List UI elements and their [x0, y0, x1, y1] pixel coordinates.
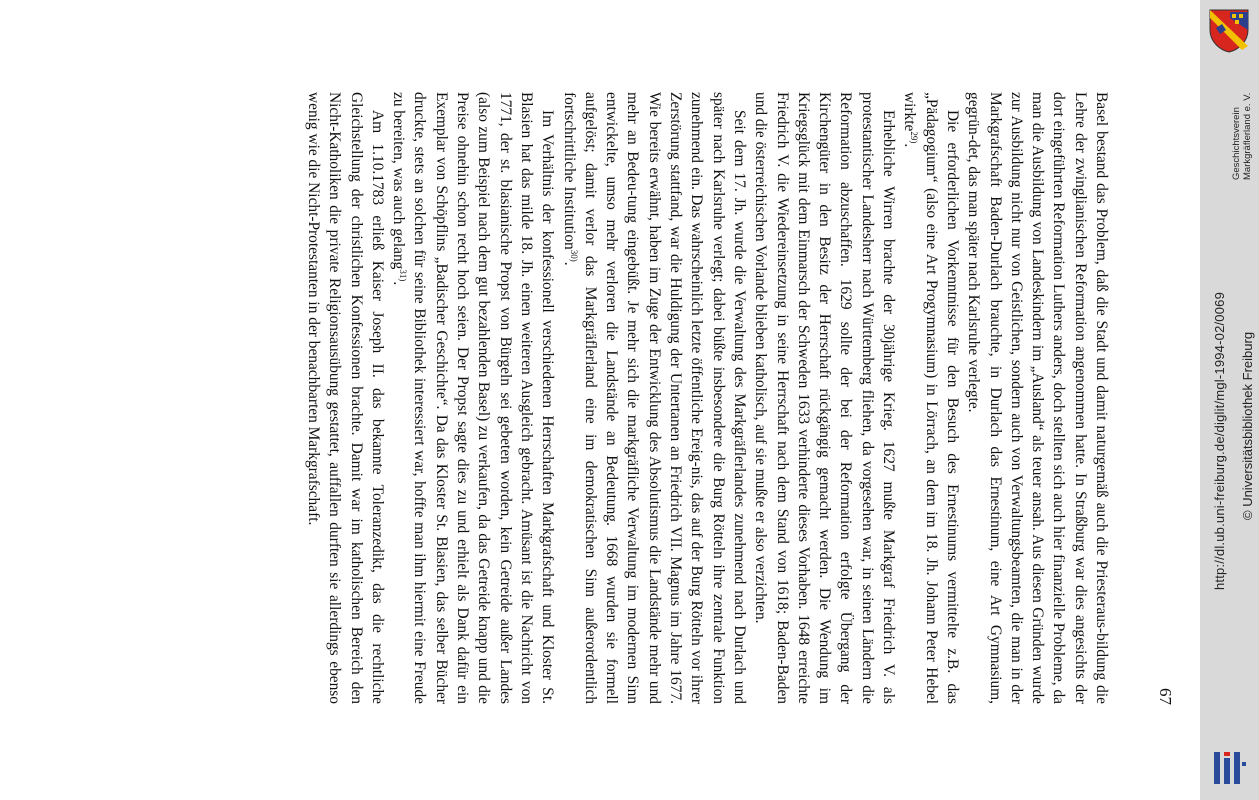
body-text [303, 92, 1112, 704]
page-number: 67 [1156, 688, 1175, 705]
footnote-ref: 29) [909, 131, 920, 144]
source-url-link[interactable]: http://dl.ub.uni-freiburg.de/diglit/mgl-1994-02/0069 [1212, 291, 1227, 590]
paragraph: Am 1.10.1783 erließ Kaiser Joseph II. das bekannte Toleranzedikt, das die rechtliche Gleichstellung der christlichen Konfessionen brachte. Damit war im katholischen Bereich den Nicht-Katholiken die private Religionsausübung gestattet, auffallen durften sie allerdings ebenso wenig wie die Nicht-Protestanten in der benachbarten Markgrafschaft. [305, 92, 386, 704]
copyright-text: © Universitätsbibliothek Freiburg [1240, 331, 1255, 520]
paragraph: Erhebliche Wirren brachte der 30jährige Krieg. 1627 mußte Markgraf Friedrich V. als protestantischer Landesherr nach Württemberg fliehen, da vorgesehen war, in seinen Ländern die Reformation abzuschaffen. 1629 sollte der bei der Reformation erfolgte Übergang der Kirchengüter in den Besitz der Herrschaft rückgängig gemacht werden. Die Wendung im Kriegsglück mit dem Einmarsch der Schweden 1633 verhinderte dieses Vorhaben. 1648 erreichte Friedrich V. die Wiedereinsetzung in seine Herrschaft nach dem Stand von 1618; Baden-Baden und die österreichischen Vorlande blieben katholisch, auf sie mußte er also verzichten. [752, 92, 898, 704]
paragraph [388, 92, 558, 704]
period: . [901, 143, 919, 148]
university-library-logo [1210, 748, 1250, 788]
club-name-line1: Geschichtsverein [1231, 107, 1242, 180]
paragraph [899, 92, 963, 704]
paragraph-text: Die erforderlichen Vorkenntnisse für den Besuch des Ernestinums vermittelte z.B. das „Pädagogium“ (also eine Art Progymnasium) in Lörrach, an dem im 18. Jh. Johann Peter Hebel wirkte [901, 92, 961, 704]
paragraph: Basel bestand das Problem, daß die Stadt und damit naturgemäß auch die Priesteraus-bildung die Lehre der zwinglianischen Reformation angenommen hatte. In Straßburg war dies angesichts der dort eingeführten Reformation Luthers anders, doch stellten sich auch hier finanzielle Probleme, da man die Ausbildung von Landeskindern im „Ausland“ als teuer ansah. Aus diesen Gründen wurde zur Ausbildung nicht nur von Geistlichen, sondern auch von Verwaltungsbeamten, die man in der Markgrafschaft Baden-Durlach brauchte, in Durlach das Ernestinum, eine Art Gymnasium, gegrün-det, das man später nach Karlsruhe verlegte. [965, 92, 1110, 704]
period: . [390, 281, 408, 286]
period: . [560, 261, 578, 266]
footnote-ref: 30) [568, 249, 579, 262]
paragraph-text: Im Verhältnis der konfessionell verschiedenen Herrschaften Markgrafschaft und Kloster St. Blasien hat das milde 18. Jh. einen weiteren Ausgleich gebracht. Amüsant ist die Nachricht von 1771, der st. blasianische Propst von Bürgeln sei gebeten worden, kein Getreide außer Landes (also zum Beispiel nach dem gut bezahlenden Basel) zu verkaufen, da das Getreide knapp und die Preise ohnehin schon recht hoch seien. Der Propst sagte dies zu und erhielt als Dank dafür ein Exemplar von Schöpflins „Badischer Geschichte“. Da das Kloster St. Blasien, das selber Bücher druckte, stets an solchen für seine Bibliothek interessiert war, hoffte man ihm hiermit eine Freude zu bereiten, was auch gelang [390, 92, 557, 704]
club-name-line2: Markgräflerland e. V. [1242, 92, 1253, 180]
paragraph-text: Seit dem 17. Jh. wurde die Verwaltung des Markgräflerlandes zunehmend nach Durlach und später nach Karlsruhe verlegt; dabei büßte insbesondere die Burg Rötteln ihre zentrale Funktion zunehmend ein. Das wahrscheinlich letzte öffentliche Ereig-nis, das auf der Burg Rötteln vor ihrer Zerstörung stattfand, war die Huldigung der Untertanen an Friedrich VII. Magnus im Jahre 1677. Wie bereits erwähnt, haben im Zuge der Entwicklung des Absolutismus die Landstände mehr und mehr an Bedeu-tung eingebüßt. Je mehr sich die markgräfliche Verwaltung im modernen Sinn entwickelte, umso mehr verloren die Landstände an Bedeutung. 1668 wurden sie formell aufgelöst; damit verlor das Markgräflerland eine im demokratischen Sinn außerordentlich fortschrittliche Institution [560, 92, 748, 704]
paragraph [558, 92, 750, 704]
footnote-ref: 31) [398, 269, 409, 282]
coat-of-arms-logo [1206, 6, 1252, 54]
